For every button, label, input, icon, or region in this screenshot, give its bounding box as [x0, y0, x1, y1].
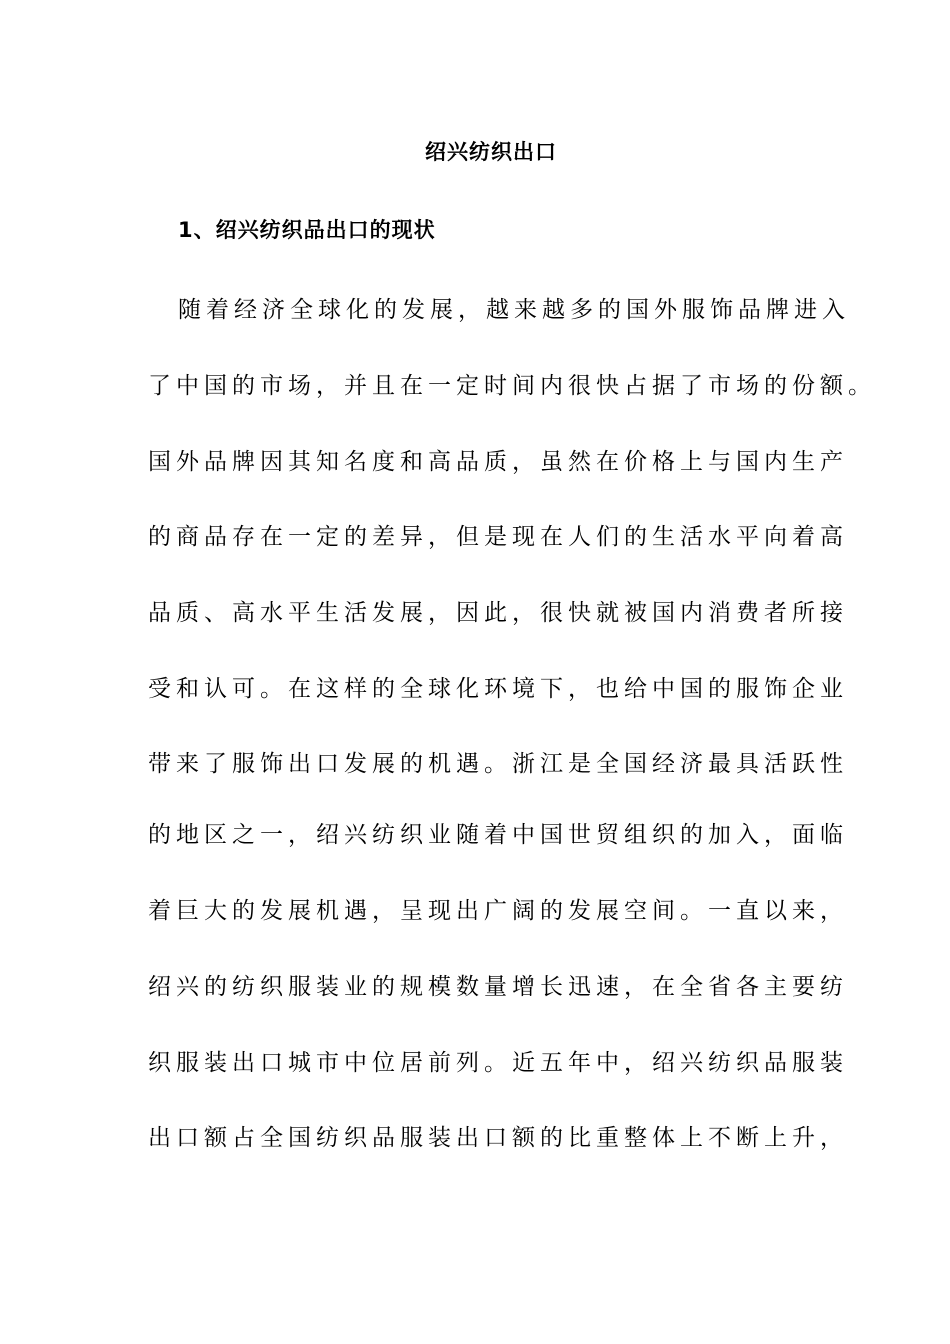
paragraph-line: 随着经济全球化的发展，越来越多的国外服饰品牌进入: [178, 297, 850, 323]
paragraph-line: 织服装出口城市中位居前列。近五年中，绍兴纺织品服装: [148, 1050, 848, 1076]
section-heading: 1、绍兴纺织品出口的现状: [178, 218, 436, 242]
paragraph-line: 了中国的市场，并且在一定时间内很快占据了市场的份额。: [148, 373, 876, 399]
paragraph-line: 品质、高水平生活发展，因此，很快就被国内消费者所接: [148, 600, 848, 626]
paragraph-line: 出口额占全国纺织品服装出口额的比重整体上不断上升，: [148, 1125, 848, 1151]
paragraph-line: 带来了服饰出口发展的机遇。浙江是全国经济最具活跃性: [148, 751, 848, 777]
paragraph-line: 绍兴的纺织服装业的规模数量增长迅速，在全省各主要纺: [148, 974, 848, 1000]
paragraph-line: 着巨大的发展机遇，呈现出广阔的发展空间。一直以来，: [148, 898, 848, 924]
paragraph-line: 国外品牌因其知名度和高品质，虽然在价格上与国内生产: [148, 449, 848, 475]
paragraph-line: 受和认可。在这样的全球化环境下，也给中国的服饰企业: [148, 676, 848, 702]
paragraph-line: 的地区之一，绍兴纺织业随着中国世贸组织的加入，面临: [148, 822, 848, 848]
paragraph-line: 的商品存在一定的差异，但是现在人们的生活水平向着高: [148, 524, 848, 550]
document-title: 绍兴纺织出口: [425, 140, 557, 164]
